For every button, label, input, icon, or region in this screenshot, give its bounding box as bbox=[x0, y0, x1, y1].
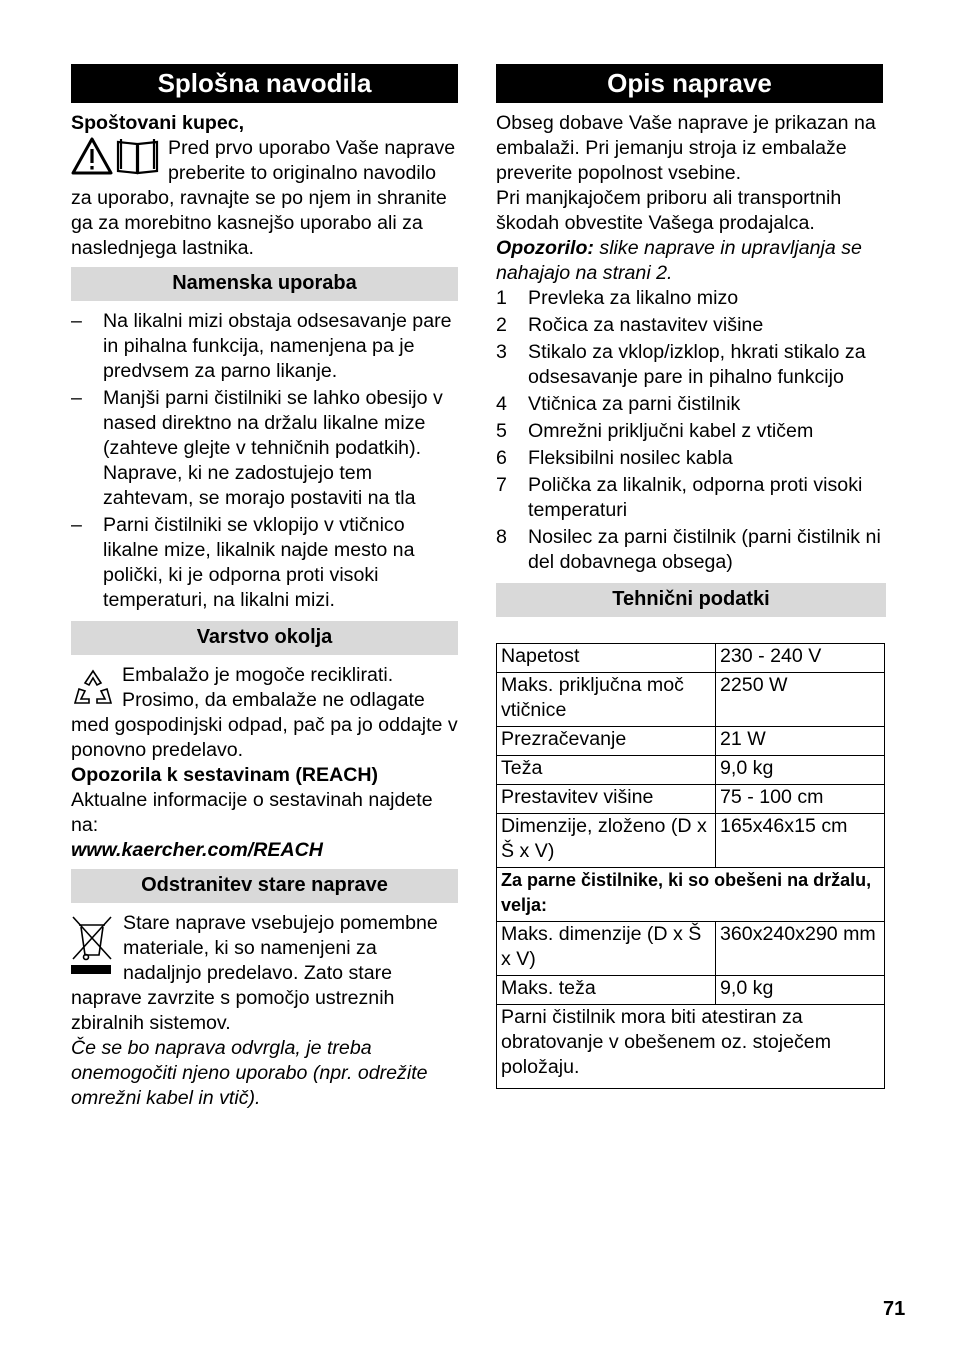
table-row: Maks. dimenzije (D x Š x V) 360x240x290 mm bbox=[497, 922, 885, 976]
heading-disposal: Odstranitev stare naprave bbox=[71, 869, 458, 903]
intro-text: Pred prvo uporabo Vaše naprave preberite to originalno navodilo za uporabo, ravnajte se po njem in shranite ga za morebitno kasnejšo uporabo ali za naslednjega lastnika. bbox=[71, 137, 456, 259]
table-row: Napetost 230 - 240 V bbox=[497, 644, 885, 673]
heading-environment: Varstvo okolja bbox=[71, 621, 458, 655]
left-column bbox=[71, 64, 458, 1111]
table-row: Teža 9,0 kg bbox=[497, 756, 885, 785]
table-row: Dimenzije, zloženo (D x Š x V) 165x46x15 cm bbox=[497, 814, 885, 868]
warning-triangle-icon bbox=[73, 139, 111, 173]
technical-data-table bbox=[496, 643, 885, 1089]
page-number: 71 bbox=[883, 1298, 906, 1320]
list-marker: – bbox=[71, 387, 82, 409]
warning-label: Opozorilo: bbox=[496, 237, 594, 259]
list-item: 7 Polička za likalnik, odporna proti visoki temperaturi bbox=[496, 474, 863, 521]
warning-manual-icon bbox=[71, 136, 161, 176]
list-item: – Manjši parni čistilniki se lahko obesijo v nased direktno na držalu likalne mize (zahteve glejte v tehničnih podatkih). Naprave, ki ne zadostujejo tem zahtevam, se morajo postaviti na tla bbox=[71, 387, 443, 509]
intended-use-list bbox=[71, 309, 458, 613]
list-item: – Parni čistilniki se vklopijo v vtičnico likalne mize, likalnik najde mesto na polički, ki je odporna proti visoki temperaturi, na likalni mizi. bbox=[71, 514, 415, 611]
parts-list bbox=[496, 286, 886, 575]
list-item: 5 Omrežni priključni kabel z vtičem bbox=[496, 420, 814, 442]
list-item: 8 Nosilec za parni čistilnik (parni čistilnik ni del dobavnega obsega) bbox=[496, 526, 881, 573]
disposal-note: Če se bo naprava odvrgla, je treba onemogočiti njeno uporabo (npr. odrežite omrežni kabel in vtič). bbox=[71, 1037, 428, 1109]
greeting: Spoštovani kupec, bbox=[71, 112, 245, 134]
table-footer-row: Parni čistilnik mora biti atestiran za obratovanje v obešenem oz. stoječem položaju. bbox=[497, 1005, 885, 1089]
warning-text: slike naprave in upravljanja se nahajajo na strani 2. bbox=[496, 237, 862, 284]
list-item: – Na likalni mizi obstaja odsesavanje pare in pihalna funkcija, namenjena pa je predvsem za parno likanje. bbox=[71, 310, 452, 382]
warning-note bbox=[496, 236, 886, 286]
section-title-description: Opis naprave bbox=[496, 64, 883, 103]
heading-technical-data: Tehnični podatki bbox=[496, 583, 886, 617]
open-book-icon bbox=[118, 139, 157, 173]
heading-intended-use: Namenska uporaba bbox=[71, 267, 458, 301]
table-row: Prestavitev višine 75 - 100 cm bbox=[497, 785, 885, 814]
description-p2: Pri manjkajočem priboru ali transportnih škodah obvestite Vašega prodajalca. bbox=[496, 187, 842, 234]
section-title-general: Splošna navodila bbox=[71, 64, 458, 103]
reach-link[interactable]: www.kaercher.com/REACH bbox=[71, 839, 323, 861]
list-marker: – bbox=[71, 310, 82, 332]
table-row: Maks. teža 9,0 kg bbox=[497, 976, 885, 1005]
list-item: 2 Ročica za nastavitev višine bbox=[496, 314, 764, 336]
description-p1: Obseg dobave Vaše naprave je prikazan na embalaži. Pri jemanju stroja iz embalaže preverite popolnost vsebine. bbox=[496, 112, 876, 184]
right-column bbox=[496, 64, 886, 1089]
disposal-text: Stare naprave vsebujejo pomembne materiale, ki so namenjeni za nadaljnjo predelavo. Zato stare naprave zavrzite s pomočjo ustreznih zbiralnih sistemov. bbox=[71, 912, 438, 1034]
list-item: 6 Fleksibilni nosilec kabla bbox=[496, 447, 733, 469]
table-subheading-row: Za parne čistilnike, ki so obešeni na držalu, velja: bbox=[497, 868, 885, 922]
crossed-bin-icon bbox=[71, 915, 113, 979]
list-marker: – bbox=[71, 514, 82, 536]
recycle-icon bbox=[71, 667, 115, 711]
disposal-block bbox=[71, 911, 458, 1036]
table-row: Prezračevanje 21 W bbox=[497, 727, 885, 756]
reach-heading: Opozorila k sestavinam (REACH) bbox=[71, 764, 379, 786]
environment-text: Embalažo je mogoče reciklirati. Prosimo, da embalaže ne odlagate med gospodinjski odpad, pač pa jo oddajte v ponovno predelavo. bbox=[71, 664, 458, 761]
list-item: 4 Vtičnica za parni čistilnik bbox=[496, 393, 741, 415]
list-item: 3 Stikalo za vklop/izklop, hkrati stikalo za odsesavanje pare in pihalno funkcijo bbox=[496, 341, 866, 388]
reach-text: Aktualne informacije o sestavinah najdete na: bbox=[71, 789, 433, 836]
intro-block bbox=[71, 136, 458, 261]
environment-block bbox=[71, 663, 458, 763]
list-item: 1 Prevleka za likalno mizo bbox=[496, 287, 739, 309]
table-row: Maks. priključna moč vtičnice 2250 W bbox=[497, 673, 885, 727]
